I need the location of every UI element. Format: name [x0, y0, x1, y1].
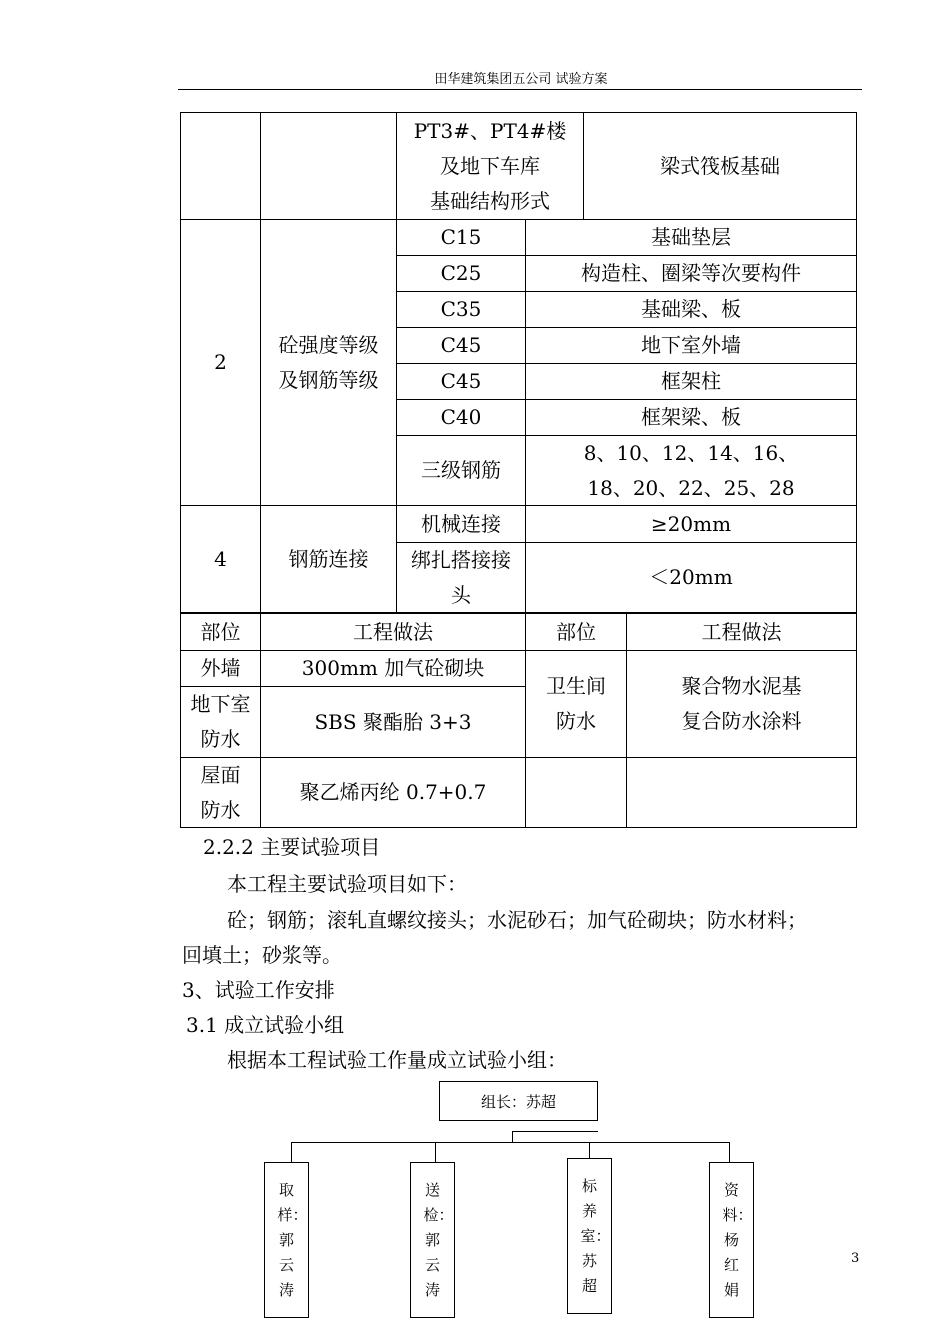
tests-intro: 本工程主要试验项目如下：	[227, 872, 467, 896]
rebar-label: 三级钢筋	[421, 458, 501, 482]
grade-cell: C45	[440, 369, 482, 393]
header-rule	[178, 89, 862, 90]
foundation-type: 梁式筏板基础	[660, 153, 780, 178]
page-number: 3	[851, 1251, 860, 1266]
grade-cell: C40	[440, 405, 482, 429]
grade-cell: C15	[440, 225, 482, 249]
member-box-curing	[567, 1158, 612, 1314]
basement-part: 地下室 防水	[190, 692, 251, 751]
group2-number: 2	[214, 350, 227, 374]
header-method: 工程做法	[353, 619, 433, 644]
tests-list-line1: 砼；钢筋；滚轧直螺纹接头；水泥砂石；加气砼砌块；防水材料；	[227, 908, 807, 932]
member-records: 资料：杨红娟	[722, 1180, 753, 1299]
connection-method: 绑扎搭接接 头	[411, 547, 511, 607]
section-3-title: 3、试验工作安排	[182, 978, 335, 1002]
grade-cell: C25	[440, 261, 482, 285]
use-cell: 构造柱、圈梁等次要构件	[581, 261, 801, 285]
connection-condition: ≥20mm	[650, 511, 732, 536]
leader-box: 组长：苏超	[439, 1081, 598, 1121]
roof-method: 聚乙烯丙纶 0.7+0.7	[299, 780, 487, 804]
section-2-2-2: 2.2.2 主要试验项目	[203, 835, 381, 859]
group-intro: 根据本工程试验工作量成立试验小组：	[227, 1048, 567, 1072]
bathroom-part: 卫生间 防水	[546, 674, 606, 733]
basement-method: SBS 聚酯胎 3+3	[314, 709, 472, 734]
wall-part: 外墙	[200, 656, 241, 680]
grade-cell: C45	[440, 333, 482, 357]
member-curing: 标养室：苏超	[580, 1176, 611, 1295]
foundation-label: PT3#、PT4#楼 及地下车库 基础结构形式	[413, 118, 567, 213]
member-delivery: 送检：郭云涛	[423, 1180, 454, 1299]
roof-part: 屋面 防水	[200, 762, 241, 822]
group4-number: 4	[214, 546, 227, 571]
member-sampling: 取样：郭云涛	[277, 1180, 308, 1299]
group4-label: 钢筋连接	[288, 546, 369, 571]
page-header: 田华建筑集团五公司 试验方案	[434, 72, 608, 87]
use-cell: 框架柱	[661, 369, 721, 393]
header-part: 部位	[200, 619, 241, 644]
wall-method: 300mm 加气砼砌块	[301, 656, 485, 680]
section-3-1-title: 3.1 成立试验小组	[186, 1013, 345, 1037]
grade-cell: C35	[440, 297, 482, 321]
member-box-records	[709, 1162, 754, 1318]
bathroom-method: 聚合物水泥基 复合防水涂料	[681, 674, 802, 733]
use-cell: 基础垫层	[651, 225, 731, 249]
rebar-sizes: 8、10、12、14、16、 18、20、22、25、28	[583, 440, 799, 500]
connection-method: 机械连接	[421, 511, 501, 536]
member-box-delivery	[410, 1162, 455, 1318]
use-cell: 基础梁、板	[641, 297, 741, 321]
tests-list-line2: 回填土；砂浆等。	[182, 943, 342, 967]
header-method: 工程做法	[701, 619, 782, 644]
member-box-sampling	[264, 1162, 309, 1318]
header-part: 部位	[556, 619, 596, 644]
group2-label: 砼强度等级 及钢筋等级	[278, 332, 379, 392]
use-cell: 框架梁、板	[641, 405, 741, 429]
use-cell: 地下室外墙	[641, 333, 741, 357]
connection-condition: ＜20mm	[649, 565, 733, 589]
